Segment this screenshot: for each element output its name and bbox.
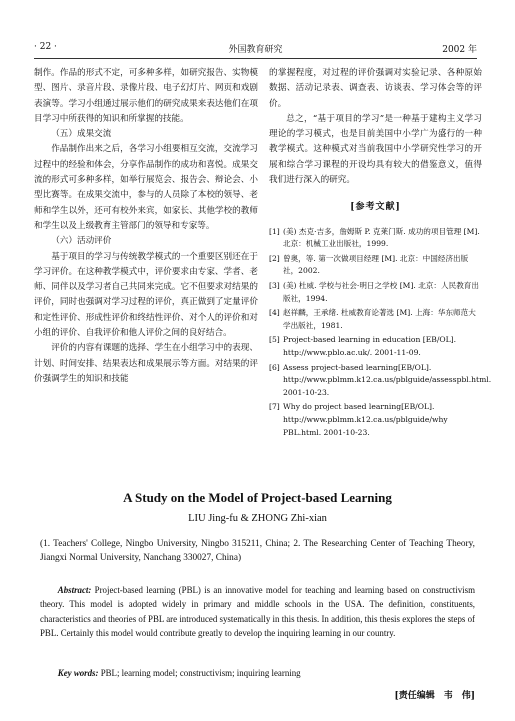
english-authors: LIU Jing-fu & ZHONG Zhi-xian [188,513,327,524]
section-heading: （六）活动评价 [51,236,112,247]
page-number: · 22 · [34,42,57,52]
reference-item: [6] Assess project-based learning[EB/OL]. http://www.pblmm.k12.ca.us/pblguide/assesspbl.html. 2001-10-23. [269,362,492,397]
header-rule [34,58,477,59]
english-title: A Study on the Model of Project-based Learning [123,490,392,505]
reference-item: [4] 赵祥麟，王承绪. 杜威教育论著选 [M]. 上海：华东师范大学出版社，1981. [269,308,476,330]
running-header [34,42,477,56]
reference-item: [3] (美) 杜威. 学校与社会·明日之学校 [M]. 北京：人民教育出版社，1994. [269,281,479,303]
reference-item: [5] Project-based learning in education [EB/OL]. http://www.pblo.ac.uk/. 2001-11-09. [269,335,457,358]
english-abstract [40,583,475,641]
year: 2002 年 [442,45,477,55]
paragraph: 制作。作品的形式不定，可多种多样，如研究报告、实物模型、图片、录音片段、录像片段、电子幻灯片、网页和戏剧表演等。学习小组通过展示他们的研究成果来表达他们在项目学习中所获得的知识和所掌握的技能。 [34,68,258,124]
reference-list [269,226,492,440]
responsible-editor: [责任编辑 韦 伟] [394,691,475,701]
keywords-text: PBL; learning model; constructivism; inquiring learning [100,668,301,678]
reference-item: [1] (美) 杰克·吉多，詹姆斯 P. 克莱门斯. 成功的项目管理 [M]. 北京：机械工业出版社，1999. [269,226,480,249]
reference-item: [7] Why do project based learning[EB/OL]. http://www.pblmm.k12.ca.us/pblguide/why PBL.html. 2001-10-23. [269,402,448,437]
left-column [34,66,258,387]
abstract-text: Project-based learning (PBL) is an innovative model for teaching and learning based on constructivism theory. This model is adopted widely in primary and middle schools in the USA. The definition, constituents, characteristics and theories of PBL are introduced systematically in this thesis. In addition, this thesis explores the steps of PBL. Certainly this model would contribute greatly to develop the inquiring learning in our country. [40,585,475,639]
paragraph: 评价的内容有课题的选择、学生在小组学习中的表现、计划、时间安排、结果表达和成果展示等方面。对结果的评价强调学生的知识和技能 [34,343,258,384]
journal-name: 外国教育研究 [228,45,283,55]
reference-item: [2] 曾奥，等. 第一次做项目经理 [M]. 北京：中国经济出版社，2002. [269,253,469,276]
references-heading: [参考文献] [350,202,401,213]
paragraph: 总之，“基于项目的学习”是一种基于建构主义学习理论的学习模式，也是目前美国中小学广为盛行的一种教学模式。这种模式对当前我国中小学研究性学习的开展和综合学习课程的开设均具有较大的借鉴意义，值得我们进行深入的研究。 [269,113,482,186]
paragraph: 基于项目的学习与传统教学模式的一个重要区别还在于学习评价。在这种教学模式中，评价要求由专家、学者、老师、同伴以及学习者自己共同来完成。它不但要求对结果的评价，同时也强调对学习过程的评价，真正做到了定量评价和定性评价、形成性评价和终结性评价、对个人的评价和对小组的评价、自我评价和他人评价之间的良好结合。 [34,251,258,339]
keywords-label: Key words: [57,668,99,678]
english-keywords [40,668,475,678]
paragraph: 作品制作出来之后，各学习小组要相互交流，交流学习过程中的经验和体会，分享作品制作的成功和喜悦。成果交流的形式可多种多样，如举行展览会、报告会、辩论会、小型比赛等。在成果交流中，参与的人员除了本校的领导、老师和学生以外，还可有校外来宾，如家长、其他学校的教师和学生以及上级教育主管部门的领导和专家等。 [34,144,258,231]
right-column [269,66,492,441]
paragraph: 的掌握程度，对过程的评价强调对实验记录、各种原始数据、活动记录表、调查表、访谈表、学习体会等的评价。 [269,68,482,109]
section-heading: （五）成果交流 [51,129,112,140]
abstract-label: Abstract: [57,585,92,595]
english-affiliation: (1. Teachers' College, Ningbo University, Ningbo 315211, China; 2. The Researching Center of Teaching Theory, Jiangxi Normal University, Nanchang 330027, China) [40,539,475,563]
